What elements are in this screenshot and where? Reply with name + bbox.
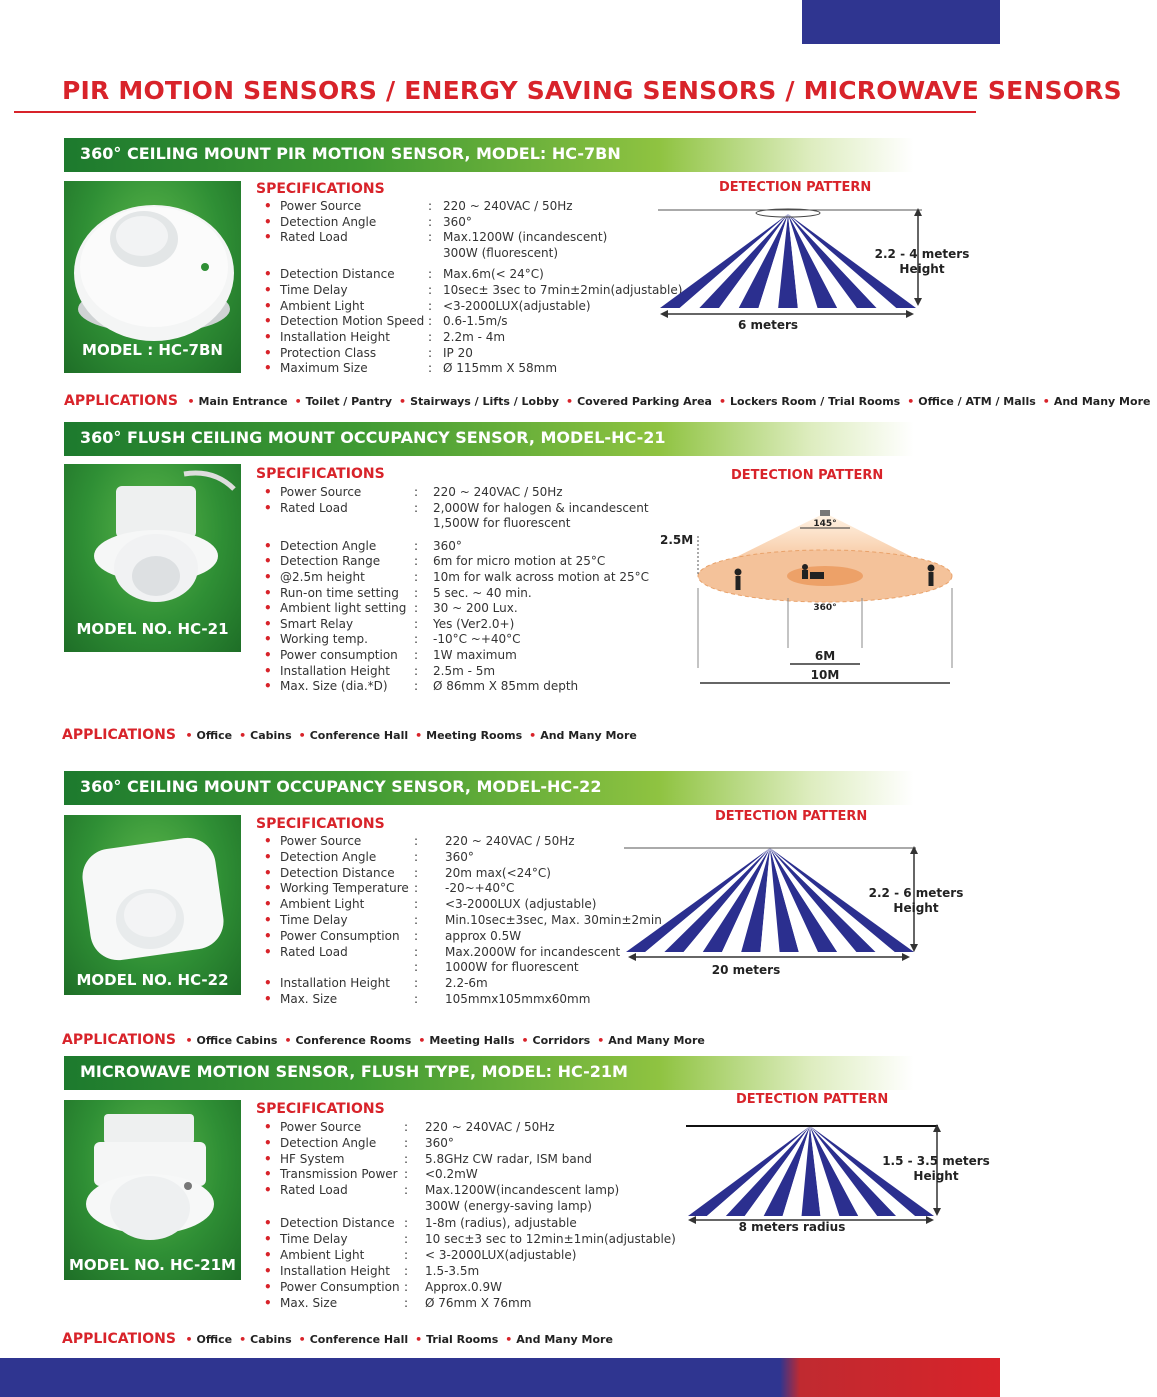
- bullet-icon: •: [264, 897, 272, 912]
- spec-separator: :: [414, 485, 419, 499]
- bullet-icon: •: [264, 1167, 272, 1182]
- section-band-hc7bn: [64, 138, 914, 172]
- spec-separator: :: [414, 538, 419, 553]
- bullet-icon: •: [418, 1034, 426, 1047]
- bullet-icon: •: [294, 395, 302, 408]
- spec-value: <3-2000LUX (adjustable): [445, 897, 597, 912]
- application-item: Main Entrance: [198, 395, 288, 408]
- height-label-unit: Height: [899, 262, 945, 276]
- spec-separator: :: [428, 282, 433, 297]
- spec-separator: :: [428, 214, 433, 229]
- application-item: Corridors: [532, 1034, 591, 1047]
- spec-separator: :: [414, 897, 419, 912]
- spec-label: Rated Load: [280, 500, 348, 515]
- bullet-icon: •: [264, 1135, 272, 1150]
- application-item: And Many More: [540, 729, 637, 742]
- spec-value: 220 ~ 240VAC / 50Hz: [443, 199, 573, 213]
- bullet-icon: •: [284, 1034, 292, 1047]
- spec-label: Max. Size: [280, 1295, 338, 1310]
- spec-separator: :: [414, 616, 419, 631]
- bullet-icon: •: [264, 570, 272, 585]
- spec-label: Time Delay: [280, 913, 348, 927]
- spec-label: Run-on time setting: [280, 585, 399, 600]
- spec-value: 10m for walk across motion at 25°C: [433, 570, 649, 585]
- application-item: Covered Parking Area: [577, 395, 712, 408]
- bullet-icon: •: [264, 214, 272, 229]
- spec-label: Max. Size: [280, 992, 338, 1006]
- spec-label: Ambient Light: [280, 1248, 365, 1263]
- detection-fan: [688, 1126, 934, 1216]
- section-band-hc22: [64, 771, 914, 805]
- spec-separator: :: [414, 648, 419, 663]
- spec-label: Rated Load: [280, 1183, 348, 1198]
- bullet-icon: •: [264, 230, 272, 245]
- spec-label: Installation Height: [280, 976, 390, 991]
- spec-label: Ambient Light: [280, 298, 365, 313]
- application-item: Meeting Rooms: [426, 729, 523, 742]
- spec-separator: :: [414, 881, 419, 896]
- spec-value: approx 0.5W: [445, 928, 522, 943]
- page-title: PIR MOTION SENSORS / ENERGY SAVING SENSORS / MICROWAVE SENSORS: [62, 76, 1122, 105]
- application-item: Lockers Room / Trial Rooms: [730, 395, 901, 408]
- spec-separator: :: [414, 679, 419, 694]
- bullet-icon: •: [264, 345, 272, 360]
- bullet-icon: •: [264, 585, 272, 600]
- spec-value: 5.8GHz CW radar, ISM band: [425, 1151, 592, 1166]
- width-label: 8 meters radius: [738, 1220, 846, 1234]
- bullet-icon: •: [264, 330, 272, 345]
- height-label: 2.5M: [660, 533, 694, 547]
- bullet-icon: •: [298, 1333, 306, 1346]
- spec-separator: :: [414, 585, 419, 600]
- spec-value: IP 20: [443, 345, 473, 360]
- spec-separator: :: [414, 500, 419, 515]
- height-label-unit: Height: [913, 1169, 959, 1183]
- spec-separator: :: [404, 1135, 409, 1150]
- bullet-icon: •: [185, 1034, 193, 1047]
- bullet-icon: •: [264, 1120, 272, 1134]
- spec-separator: :: [414, 913, 419, 927]
- spec-value: 105mmx105mmx60mm: [445, 992, 591, 1006]
- bullet-icon: •: [264, 199, 272, 213]
- spec-separator: :: [428, 361, 433, 376]
- bullet-icon: •: [264, 554, 272, 569]
- inner-range-label: 6M: [814, 649, 836, 663]
- applications-row-hc21m: [62, 1331, 620, 1347]
- bullet-icon: •: [264, 282, 272, 297]
- spec-value: -20~+40°C: [445, 881, 515, 896]
- bullet-icon: •: [264, 485, 272, 499]
- applications-heading: APPLICATIONS: [62, 1032, 176, 1048]
- spec-separator: :: [404, 1264, 409, 1279]
- section-band-hc21m: [64, 1056, 914, 1090]
- spec-label: Time Delay: [280, 282, 348, 297]
- spec-separator: :: [404, 1295, 409, 1310]
- spec-label: Rated Load: [280, 944, 348, 959]
- specifications-heading: SPECIFICATIONS: [256, 466, 385, 482]
- bullet-icon: •: [264, 834, 272, 848]
- spec-separator: :: [414, 570, 419, 585]
- spec-label: HF System: [280, 1151, 345, 1166]
- spec-value: Ø 76mm X 76mm: [425, 1295, 532, 1310]
- spec-separator: :: [428, 314, 433, 329]
- spec-label: Installation Height: [280, 330, 390, 345]
- model-label: MODEL : HC-7BN: [82, 341, 223, 359]
- application-item: Conference Hall: [309, 1333, 409, 1346]
- spec-value: 360°: [425, 1135, 454, 1150]
- spec-label: Detection Angle: [280, 538, 377, 553]
- spec-label: Detection Angle: [280, 1135, 377, 1150]
- application-item: And Many More: [608, 1034, 705, 1047]
- product-photo-hc22: [64, 815, 241, 995]
- application-item: Conference Hall: [309, 729, 409, 742]
- bullet-icon: •: [264, 1279, 272, 1294]
- spec-separator: :: [404, 1248, 409, 1263]
- circle-angle-label: 360°: [813, 603, 837, 613]
- bullet-icon: •: [264, 1248, 272, 1263]
- bullet-icon: •: [597, 1034, 605, 1047]
- applications-row-hc7bn: [64, 393, 1157, 409]
- application-item: Trial Rooms: [426, 1333, 499, 1346]
- spec-label: Power consumption: [280, 648, 398, 663]
- bullet-icon: •: [415, 729, 423, 742]
- application-item: Stairways / Lifts / Lobby: [410, 395, 560, 408]
- detection-diagram-hc7bn: [640, 198, 980, 338]
- spec-label: Power Consumption: [280, 1279, 400, 1294]
- spec-value: 220 ~ 240VAC / 50Hz: [433, 485, 563, 499]
- bullet-icon: •: [264, 632, 272, 647]
- applications-heading: APPLICATIONS: [62, 727, 176, 743]
- spec-value: 2,000W for halogen & incandescent: [433, 500, 649, 515]
- title-divider: [14, 111, 976, 113]
- section-title: 360° CEILING MOUNT PIR MOTION SENSOR, MODEL: HC-7BN: [80, 144, 621, 163]
- bullet-icon: •: [264, 865, 272, 880]
- bullet-icon: •: [264, 361, 272, 376]
- detection-pattern-heading: DETECTION PATTERN: [715, 809, 868, 824]
- application-item: Meeting Halls: [429, 1034, 515, 1047]
- spec-label: Working temp.: [280, 632, 368, 647]
- bullet-icon: •: [185, 729, 193, 742]
- spec-value: 300W (fluorescent): [443, 246, 559, 261]
- spec-value: < 3-2000LUX(adjustable): [425, 1248, 577, 1263]
- height-label: 2.2 - 6 meters: [868, 886, 964, 900]
- inner-zone: [787, 566, 863, 586]
- spec-label: Detection Angle: [280, 849, 377, 864]
- spec-separator: :: [414, 632, 419, 647]
- angle-label: 145°: [813, 519, 837, 529]
- spec-value: Max.6m(< 24°C): [443, 267, 544, 282]
- spec-value: 10 sec±3 sec to 12min±1min(adjustable): [425, 1231, 676, 1246]
- applications-heading: APPLICATIONS: [62, 1331, 176, 1347]
- bullet-icon: •: [264, 976, 272, 991]
- spec-value: 360°: [445, 849, 474, 864]
- spec-label: Smart Relay: [280, 616, 354, 631]
- bullet-icon: •: [521, 1034, 529, 1047]
- spec-separator: :: [428, 345, 433, 360]
- bullet-icon: •: [264, 601, 272, 616]
- model-label: MODEL NO. HC-21: [76, 620, 229, 638]
- bullet-icon: •: [264, 538, 272, 553]
- spec-value: 0.6-1.5m/s: [443, 314, 508, 329]
- spec-value: 1,500W for fluorescent: [433, 516, 571, 531]
- spec-separator: :: [414, 865, 419, 880]
- spec-separator: :: [414, 554, 419, 569]
- spec-value: 30 ~ 200 Lux.: [433, 601, 518, 616]
- width-label: 20 meters: [711, 963, 781, 977]
- spec-value: 5 sec. ~ 40 min.: [433, 585, 532, 600]
- bullet-icon: •: [399, 395, 407, 408]
- spec-label: Detection Distance: [280, 267, 395, 282]
- section-title: MICROWAVE MOTION SENSOR, FLUSH TYPE, MODEL: HC-21M: [80, 1062, 628, 1081]
- spec-value: Min.10sec±3sec, Max. 30min±2min: [445, 913, 662, 927]
- bullet-icon: •: [718, 395, 727, 408]
- spec-value: Max.2000W for incandescent: [445, 944, 621, 959]
- spec-value: 2.2-6m: [445, 976, 488, 991]
- sensor-hc21m-illustration: [64, 1100, 241, 1280]
- bullet-icon: •: [264, 881, 272, 896]
- bullet-icon: •: [264, 663, 272, 678]
- person-icon-right: [928, 565, 935, 587]
- spec-value: 360°: [433, 538, 462, 553]
- detection-pattern-heading: DETECTION PATTERN: [736, 1092, 889, 1107]
- application-item: Toilet / Pantry: [305, 395, 393, 408]
- bullet-icon: •: [566, 395, 574, 408]
- bullet-icon: •: [1042, 395, 1050, 408]
- spec-label: Detection Range: [280, 554, 381, 569]
- bullet-icon: •: [264, 944, 272, 959]
- spec-label: Power Source: [280, 485, 362, 499]
- spec-value: 220 ~ 240VAC / 50Hz: [425, 1120, 555, 1134]
- spec-value: 1000W for fluorescent: [445, 960, 579, 975]
- spec-separator: :: [414, 601, 419, 616]
- spec-value: Ø 86mm X 85mm depth: [433, 679, 579, 694]
- spec-separator: :: [404, 1279, 409, 1294]
- spec-value: 360°: [443, 214, 472, 229]
- product-photo-hc7bn: [64, 181, 241, 373]
- spec-separator: :: [414, 960, 419, 975]
- bullet-icon: •: [264, 679, 272, 694]
- spec-separator: :: [404, 1167, 409, 1182]
- spec-value: 1W maximum: [433, 648, 517, 663]
- application-item: And Many More: [516, 1333, 613, 1346]
- spec-separator: :: [428, 199, 433, 213]
- bullet-icon: •: [264, 1295, 272, 1310]
- spec-separator: :: [414, 944, 419, 959]
- applications-heading: APPLICATIONS: [64, 393, 178, 409]
- spec-separator: :: [428, 298, 433, 313]
- spec-value: 1-8m (radius), adjustable: [425, 1216, 577, 1231]
- spec-separator: :: [404, 1216, 409, 1231]
- bullet-icon: •: [264, 1264, 272, 1279]
- spec-label: Detection Angle: [280, 214, 377, 229]
- spec-value: 10sec± 3sec to 7min±2min(adjustable): [443, 282, 683, 297]
- spec-label: Detection Distance: [280, 1216, 395, 1231]
- product-photo-hc21m: [64, 1100, 241, 1280]
- spec-label: Detection Motion Speed: [280, 314, 425, 329]
- spec-label: Transmission Power: [280, 1167, 398, 1182]
- spec-value: 2.5m - 5m: [433, 663, 496, 678]
- spec-label: Ambient light setting: [280, 601, 407, 616]
- height-label: 1.5 - 3.5 meters: [882, 1154, 990, 1168]
- applications-row-hc22: [62, 1032, 712, 1048]
- spec-label: Detection Distance: [280, 865, 395, 880]
- detection-fan: [660, 214, 916, 308]
- model-label: MODEL NO. HC-21M: [69, 1256, 236, 1274]
- spec-value: Max.1200W(incandescent lamp): [425, 1183, 620, 1198]
- application-item: Office: [196, 729, 233, 742]
- spec-separator: :: [414, 849, 419, 864]
- spec-value: 2.2m - 4m: [443, 330, 506, 345]
- bullet-icon: •: [264, 849, 272, 864]
- spec-label: Power Source: [280, 834, 362, 848]
- spec-separator: :: [428, 230, 433, 245]
- application-item: Office Cabins: [196, 1034, 278, 1047]
- spec-separator: :: [404, 1120, 409, 1134]
- spec-label: Maximum Size: [280, 361, 368, 376]
- detection-pattern-heading: DETECTION PATTERN: [719, 180, 872, 195]
- spec-label: Power Source: [280, 199, 362, 213]
- bullet-icon: •: [264, 267, 272, 282]
- section-band-hc21: [64, 422, 914, 456]
- spec-separator: :: [404, 1183, 409, 1198]
- spec-value: <3-2000LUX(adjustable): [443, 298, 591, 313]
- spec-value: -10°C ~+40°C: [433, 632, 521, 647]
- spec-label: Protection Class: [280, 345, 377, 360]
- bullet-icon: •: [505, 1333, 513, 1346]
- detection-pattern-heading: DETECTION PATTERN: [731, 468, 884, 483]
- bullet-icon: •: [239, 729, 247, 742]
- height-label-unit: Height: [893, 901, 939, 915]
- width-label: 6 meters: [737, 318, 799, 332]
- spec-value: 1.5-3.5m: [425, 1264, 480, 1279]
- spec-label: Installation Height: [280, 663, 390, 678]
- section-title: 360° FLUSH CEILING MOUNT OCCUPANCY SENSOR, MODEL-HC-21: [80, 428, 666, 447]
- spec-separator: :: [414, 663, 419, 678]
- spec-label: Time Delay: [280, 1231, 348, 1246]
- spec-label: Installation Height: [280, 1264, 390, 1279]
- bullet-icon: •: [264, 928, 272, 943]
- specifications-heading: SPECIFICATIONS: [256, 181, 385, 197]
- spec-separator: :: [414, 992, 419, 1006]
- bullet-icon: •: [264, 500, 272, 515]
- spec-label: Working Temperature: [280, 881, 409, 896]
- detection-fan: [626, 848, 914, 952]
- bottom-color-bar: [0, 1358, 1000, 1397]
- specifications-heading: SPECIFICATIONS: [256, 816, 385, 832]
- bullet-icon: •: [264, 648, 272, 663]
- spec-label: @2.5m height: [280, 570, 365, 585]
- bullet-icon: •: [264, 1183, 272, 1198]
- application-item: Cabins: [250, 1333, 292, 1346]
- spec-value: 6m for micro motion at 25°C: [433, 554, 606, 569]
- spec-label: Max. Size (dia.*D): [280, 679, 388, 694]
- specifications-heading: SPECIFICATIONS: [256, 1101, 385, 1117]
- spec-separator: :: [414, 834, 419, 848]
- bullet-icon: •: [239, 1333, 247, 1346]
- detection-diagram-hc22: [610, 836, 980, 986]
- spec-value: Ø 115mm X 58mm: [443, 361, 558, 376]
- top-color-bar: [802, 0, 1000, 44]
- person-icon-left: [735, 569, 742, 591]
- bullet-icon: •: [264, 1151, 272, 1166]
- bullet-icon: •: [298, 729, 306, 742]
- spec-value: 300W (energy-saving lamp): [425, 1199, 592, 1213]
- spec-label: Power Source: [280, 1120, 362, 1134]
- spec-value: Max.1200W (incandescent): [443, 230, 608, 245]
- bullet-icon: •: [264, 314, 272, 329]
- spec-value: 20m max(<24°C): [445, 865, 551, 880]
- outer-range-label: 10M: [810, 668, 840, 682]
- application-item: Office: [196, 1333, 233, 1346]
- spec-value: 220 ~ 240VAC / 50Hz: [445, 834, 575, 848]
- height-label: 2.2 - 4 meters: [874, 247, 970, 261]
- application-item: Conference Rooms: [295, 1034, 412, 1047]
- spec-separator: :: [428, 267, 433, 282]
- bullet-icon: •: [264, 913, 272, 927]
- application-item: Office / ATM / Malls: [918, 395, 1036, 408]
- spec-label: Ambient Light: [280, 897, 365, 912]
- bullet-icon: •: [415, 1333, 423, 1346]
- spec-value: <0.2mW: [425, 1167, 478, 1182]
- bullet-icon: •: [907, 395, 915, 408]
- spec-value: Approx.0.9W: [425, 1279, 502, 1294]
- spec-label: Power Consumption: [280, 928, 400, 943]
- model-label: MODEL NO. HC-22: [76, 971, 229, 989]
- product-photo-hc21: [64, 464, 241, 652]
- detection-diagram-hc21: [640, 488, 980, 688]
- applications-row-hc21: [62, 727, 644, 743]
- bullet-icon: •: [264, 616, 272, 631]
- application-item: Cabins: [250, 729, 292, 742]
- sensor-hc22-illustration: [64, 815, 241, 995]
- bullet-icon: •: [529, 729, 537, 742]
- spec-separator: :: [404, 1231, 409, 1246]
- spec-separator: :: [404, 1151, 409, 1166]
- spec-value: Yes (Ver2.0+): [433, 616, 515, 631]
- bullet-icon: •: [264, 1216, 272, 1231]
- spec-separator: :: [414, 976, 419, 991]
- detection-diagram-hc21m: [676, 1114, 990, 1238]
- spec-separator: :: [428, 330, 433, 345]
- bullet-icon: •: [187, 395, 195, 408]
- bullet-icon: •: [264, 1231, 272, 1246]
- spec-label: Rated Load: [280, 230, 348, 245]
- application-item: And Many More: [1053, 395, 1151, 408]
- bullet-icon: •: [264, 298, 272, 313]
- spec-separator: :: [414, 928, 419, 943]
- bullet-icon: •: [264, 992, 272, 1006]
- bullet-icon: •: [185, 1333, 193, 1346]
- section-title: 360° CEILING MOUNT OCCUPANCY SENSOR, MODEL-HC-22: [80, 777, 602, 796]
